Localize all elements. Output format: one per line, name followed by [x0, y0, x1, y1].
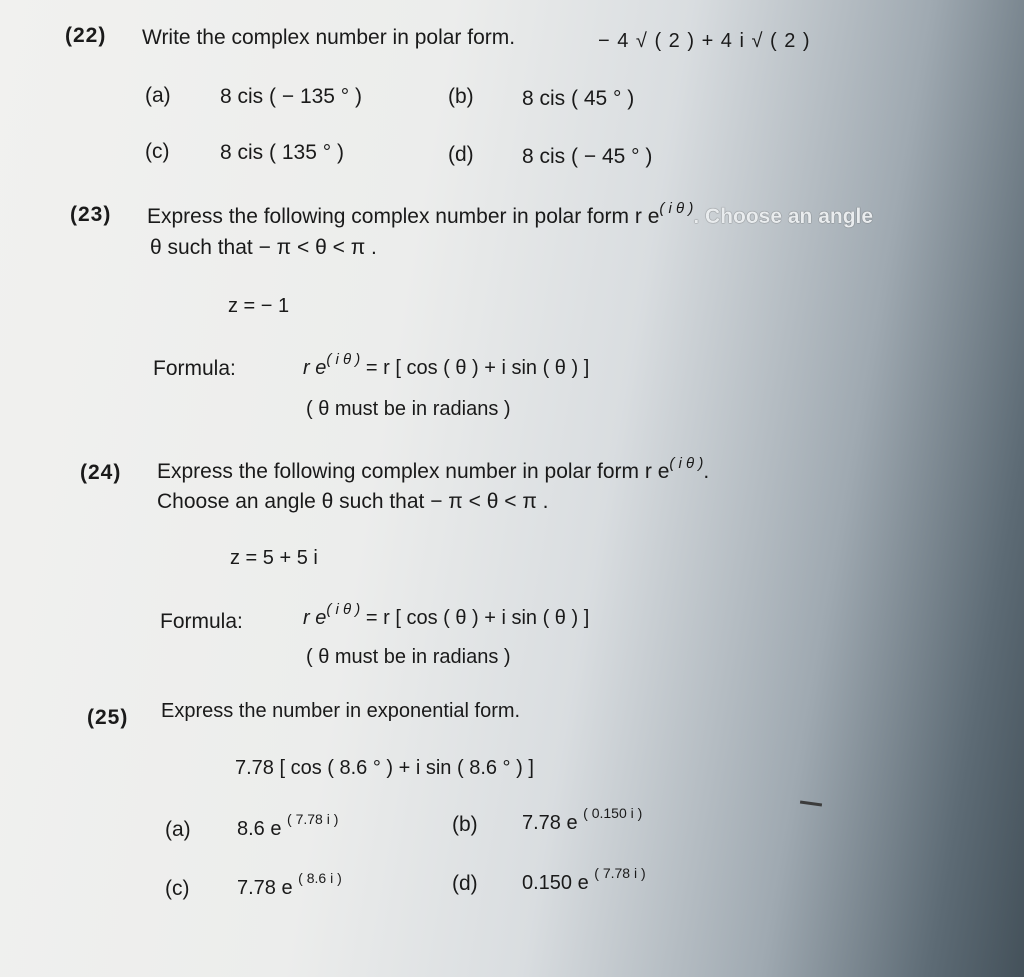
- q23-formula-sup: ( i θ ): [326, 351, 361, 368]
- q25-option-b-base: 7.78 e: [522, 812, 578, 834]
- q24-formula-lhs: r e: [303, 607, 327, 629]
- q24-number: (24): [80, 461, 122, 484]
- q23-prompt-start: Express the following complex number in polar form r e: [147, 205, 660, 228]
- q24-formula-label: Formula:: [160, 610, 243, 633]
- q23-prompt-end: . Choose an angle: [693, 205, 874, 228]
- q24-prompt-superscript: ( i θ ): [669, 455, 704, 472]
- q25-option-b-exp: ( 0.150 i ): [583, 805, 643, 821]
- pen-mark: [800, 800, 822, 806]
- q23-formula-label: Formula:: [153, 357, 236, 380]
- q25-option-a-base: 8.6 e: [237, 818, 282, 840]
- q25-option-a-label[interactable]: (a): [165, 818, 191, 841]
- q23-prompt: [147, 200, 874, 229]
- q23-note: ( θ must be in radians ): [306, 398, 511, 420]
- q25-option-b-value[interactable]: [522, 805, 643, 835]
- q23-formula-rhs: = r [ cos ( θ ) + i sin ( θ ) ]: [365, 357, 590, 379]
- q23-line2: θ such that − π < θ < π .: [150, 236, 377, 259]
- q25-option-c-value[interactable]: [237, 870, 342, 900]
- q24-line2: Choose an angle θ such that − π < θ < π .: [157, 490, 549, 513]
- q25-option-c-exp: ( 8.6 i ): [298, 870, 342, 886]
- q24-note: ( θ must be in radians ): [306, 646, 511, 668]
- q22-option-b-label[interactable]: (b): [448, 85, 474, 108]
- q22-option-c-label[interactable]: (c): [145, 140, 170, 163]
- q22-option-c-value[interactable]: 8 cis ( 135 ° ): [220, 141, 344, 164]
- q22-expression: − 4 √ ( 2 ) + 4 i √ ( 2 ): [598, 30, 811, 52]
- q22-option-a-label[interactable]: (a): [145, 84, 171, 107]
- q24-prompt: [157, 455, 710, 484]
- q25-option-d-value[interactable]: [522, 865, 646, 895]
- q25-option-c-label[interactable]: (c): [165, 877, 190, 900]
- q25-option-a-value[interactable]: [237, 811, 339, 841]
- q22-number: (22): [65, 24, 107, 47]
- q22-prompt: Write the complex number in polar form.: [142, 26, 516, 49]
- q24-formula-sup: ( i θ ): [326, 601, 361, 618]
- q23-equation: z = − 1: [228, 295, 290, 317]
- q22-option-b-value[interactable]: 8 cis ( 45 ° ): [522, 87, 635, 110]
- q24-formula: [303, 601, 590, 630]
- q25-prompt: Express the number in exponential form.: [161, 700, 521, 722]
- q24-prompt-start: Express the following complex number in polar form r e: [157, 460, 670, 483]
- q25-number: (25): [87, 706, 129, 729]
- q23-number: (23): [70, 203, 112, 226]
- q24-prompt-end: .: [703, 460, 710, 483]
- q25-option-d-base: 0.150 e: [522, 872, 589, 894]
- q25-option-c-base: 7.78 e: [237, 877, 293, 899]
- q24-formula-rhs: = r [ cos ( θ ) + i sin ( θ ) ]: [365, 607, 590, 629]
- q25-option-b-label[interactable]: (b): [452, 813, 478, 836]
- q25-option-d-label[interactable]: (d): [452, 872, 478, 895]
- q23-formula-lhs: r e: [303, 357, 327, 379]
- q22-option-d-value[interactable]: 8 cis ( − 45 ° ): [522, 145, 653, 168]
- q23-prompt-superscript: ( i θ ): [659, 200, 694, 217]
- q23-formula: [303, 351, 590, 380]
- q22-option-a-value[interactable]: 8 cis ( − 135 ° ): [220, 85, 363, 108]
- q25-expression: 7.78 [ cos ( 8.6 ° ) + i sin ( 8.6 ° ) ]: [235, 757, 534, 779]
- q25-option-a-exp: ( 7.78 i ): [287, 811, 339, 827]
- q22-option-d-label[interactable]: (d): [448, 143, 474, 166]
- q25-option-d-exp: ( 7.78 i ): [594, 865, 646, 881]
- q24-equation: z = 5 + 5 i: [230, 547, 318, 569]
